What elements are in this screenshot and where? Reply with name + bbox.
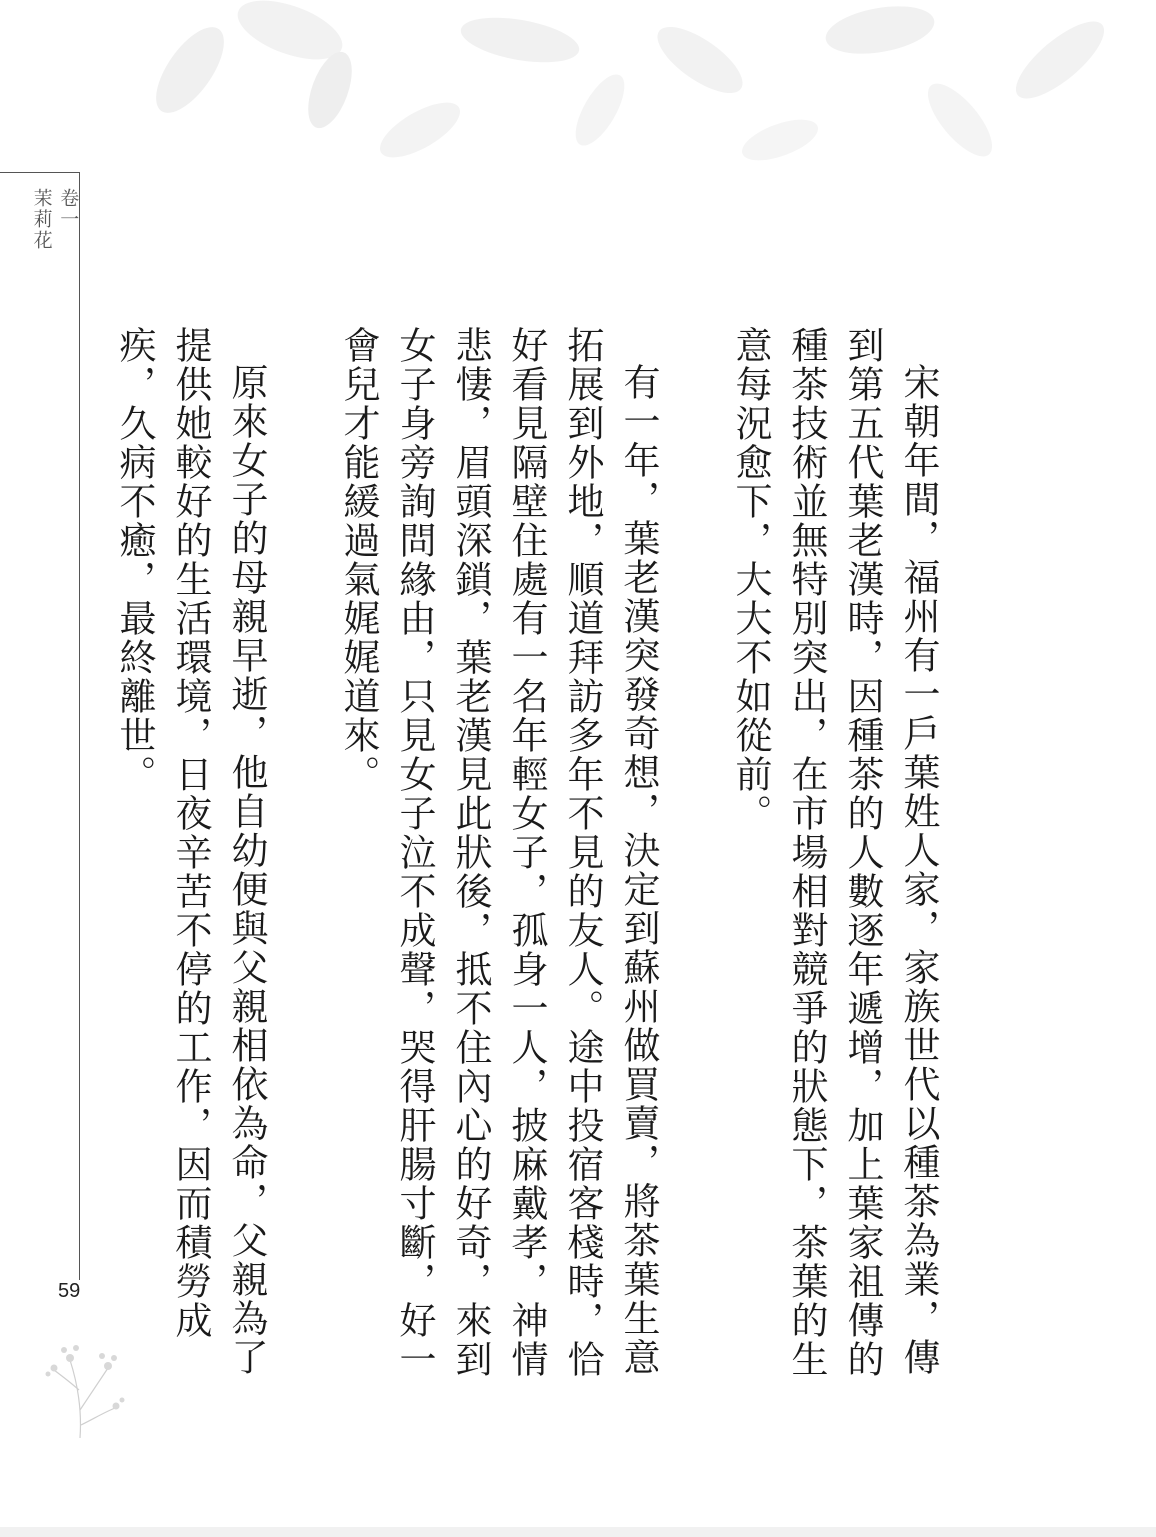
chapter-label: 茉莉花 xyxy=(30,188,53,251)
page-bottom-edge xyxy=(0,1527,1156,1537)
paragraph-3: 原來女子的母親早逝，他自幼便與父親相依為命，父親為了提供她較好的生活環境，日夜辛苦不停的工作，因而積勞成疾，久病不癒，最終離世。 xyxy=(113,326,268,1377)
vertical-text-body xyxy=(113,326,946,1406)
running-header xyxy=(28,188,81,348)
volume-label: 卷一 xyxy=(57,188,80,230)
leaf-watermark xyxy=(0,0,1156,200)
page-number: 59 xyxy=(58,1280,81,1302)
paragraph-2: 有一年，葉老漢突發奇想，決定到蘇州做買賣，將茶葉生意拓展到外地，順道拜訪多年不見的友人。途中投宿客棧時，恰好看見隔壁住處有一名年輕女子，孤身一人，披麻戴孝，神情悲悽，眉頭深鎖，葉老漢見此狀後，抵不住內心的好奇，來到女子身旁詢問緣由，只見女子泣不成聲，哭得肝腸寸斷，好一會兒才能緩過氣娓娓道來。 xyxy=(337,326,660,1379)
paragraph-1: 宋朝年間，福州有一戶葉姓人家，家族世代以種茶為業，傳到第五代葉老漢時，因種茶的人數逐年遞增，加上葉家祖傳的種茶技術並無特別突出，在市場相對競爭的狀態下，茶葉的生意每況愈下，大大不如從前。 xyxy=(729,326,940,1379)
margin-rule-top xyxy=(0,172,80,173)
